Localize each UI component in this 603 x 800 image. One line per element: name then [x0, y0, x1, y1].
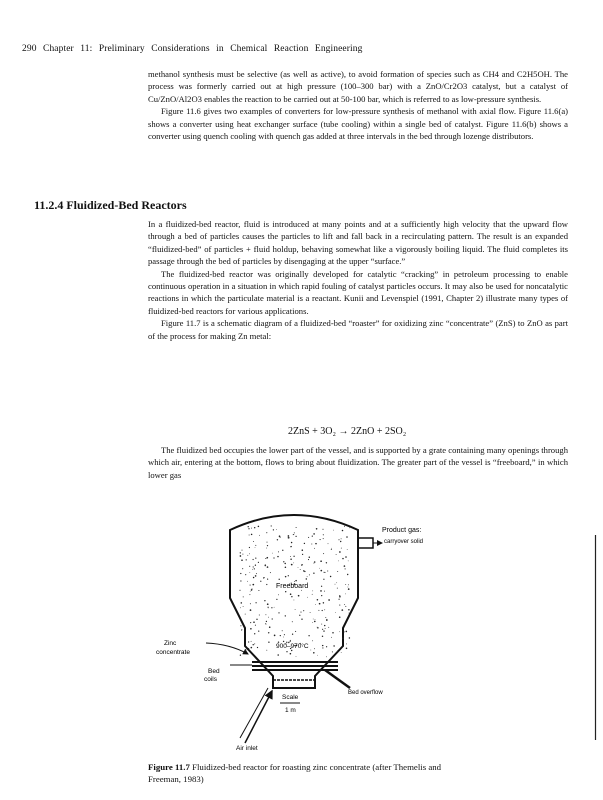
section-paragraph-1: In a fluidized-bed reactor, fluid is introduced at many points and at a sufficiently high velocity that the upward flow through a bed of particles causes the particles to lift and fall back in a recirculating pattern. The result is an expanded “fluidized-bed” of particles + fluid holdup, behaving somewhat like a vigorously boiling liquid. The fluid completes its passage through the bed of particles by disengaging at the upper “surface.” — [148, 219, 568, 267]
section-heading: 11.2.4 Fluidized-Bed Reactors — [34, 198, 187, 212]
label-carryover: carryover solid — [384, 539, 424, 545]
label-scale-unit: 1 m — [285, 707, 296, 714]
air-inlet-pipe — [245, 691, 272, 743]
zinc-feed-arrow — [206, 643, 248, 654]
fluidized-particles — [239, 525, 350, 657]
reaction-equation: 2ZnS + 3O₂ → 2ZnO + 2SO₂ — [288, 426, 407, 437]
label-product-gas: Product gas: — [382, 527, 422, 534]
figure-11-7 — [156, 498, 570, 758]
intro-paragraph-1: methanol synthesis must be selective (as well as active), to avoid formation of species such as CH4 and C2H5OH. The process was formerly carried out at high pressure (100–300 bar) with a ZnO/Cr2O3 catalyst, but a catalyst of Cu/ZnO/Al2O3 enables the reaction to be carried out at 50-100 bar, which is referred to as low-pressure synthesis. — [148, 69, 568, 104]
label-scale: Scale — [282, 694, 299, 701]
caption-label: Figure 11.7 — [148, 762, 190, 772]
reactor-diagram — [156, 498, 570, 758]
intro-paragraphs — [148, 68, 568, 142]
label-air-inlet: Air inlet — [236, 745, 258, 752]
gas-outlet — [358, 538, 373, 548]
caption-text: Fluidized-bed reactor for roasting zinc concentrate (after Themelis and Freeman, 1983) — [148, 762, 442, 784]
section-paragraph-2: The fluidized-bed reactor was originally developed for catalytic “cracking” in petroleum processing to enable continuous operation in a situation in which rapid fouling of catalyst particles occurs. It may also be used for noncatalytic reactions in which the particulate material is a reactant. Kunii and Levenspiel (1991, Chapter 2) illustrate many types of fluidized-bed reactors for various applications. — [148, 268, 568, 316]
label-bed: Bed — [208, 668, 220, 675]
section-paragraph-4-wrap — [148, 444, 568, 481]
label-zinc: Zinc — [164, 640, 177, 647]
intro-paragraph-2: Figure 11.6 gives two examples of converters for low-pressure synthesis of methanol with axial flow. Figure 11.6(a) shows a converter using heat exchanger surface (tube cooling) within a single bed of catalyst. Figure 11.6(b) shows a converter using quench cooling with quench gas added at three intervals in the bed through lozenge distributors. — [148, 106, 568, 142]
overflow-pipe — [325, 670, 350, 688]
section-paragraphs — [148, 218, 568, 342]
label-concentrate: concentrate — [156, 649, 190, 656]
scan-edge-mark — [594, 535, 597, 740]
label-bed-overflow: Bed overflow — [348, 690, 383, 696]
running-head: 290 Chapter 11: Preliminary Considerations in Chemical Reaction Engineering — [22, 44, 363, 54]
label-freeboard: Freeboard — [276, 583, 309, 590]
section-paragraph-4: The fluidized bed occupies the lower part of the vessel, and is supported by a grate containing many openings through which air, entering at the bottom, flows to bring about fluidization. The greater part of the vessel is “freeboard,” in which lower gas — [148, 445, 568, 480]
section-paragraph-3: Figure 11.7 is a schematic diagram of a fluidized-bed “roaster” for oxidizing zinc “concentrate” (ZnS) to ZnO as part of the process for making Zn metal: — [148, 318, 568, 341]
label-coils: coils — [204, 676, 218, 683]
figure-caption — [148, 762, 448, 785]
label-temperature: 900–970°C — [276, 643, 309, 650]
